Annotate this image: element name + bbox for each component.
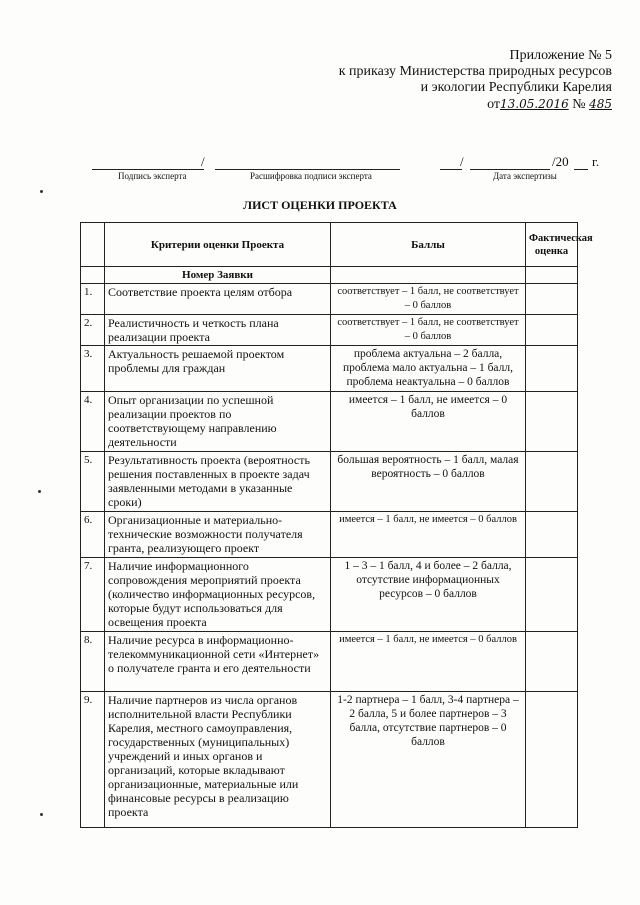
caption-date: Дата экспертизы — [493, 171, 557, 181]
caption-signature: Подпись эксперта — [118, 171, 187, 181]
table-row — [81, 632, 578, 692]
header-actual: Фактическая оценка — [526, 223, 578, 267]
row-criterion: Актуальность решаемой проектом проблемы для граждан — [105, 346, 331, 392]
table-row — [81, 284, 578, 315]
row-number: 9. — [81, 692, 105, 828]
evaluation-table — [80, 222, 593, 828]
row-points: имеется – 1 балл, не имеется – 0 баллов — [331, 632, 526, 692]
table-row — [81, 392, 578, 452]
application-number-label: Номер Заявки — [105, 267, 331, 284]
document-title: ЛИСТ ОЦЕНКИ ПРОЕКТА — [243, 198, 397, 212]
scan-mark — [38, 490, 41, 493]
row-number: 6. — [81, 512, 105, 558]
separator-slash: / — [201, 154, 205, 169]
row-actual-score[interactable] — [526, 632, 578, 692]
row-points: большая вероятность – 1 балл, малая вероятность – 0 баллов — [331, 452, 526, 512]
row-points: 1 – 3 – 1 балл, 4 и более – 2 балла, отсутствие информационных ресурсов – 0 баллов — [331, 558, 526, 632]
signature-block — [0, 155, 640, 195]
application-number-field[interactable] — [526, 267, 578, 284]
row-points: соответствует – 1 балл, не соответствует – 0 баллов — [331, 284, 526, 315]
scan-mark — [40, 190, 43, 193]
row-criterion: Опыт организации по успешной реализации проектов по соответствующему направлению деятельности — [105, 392, 331, 452]
date-slash: / — [460, 154, 464, 169]
row-number: 3. — [81, 346, 105, 392]
row-points: соответствует – 1 балл, не соответствует – 0 баллов — [331, 315, 526, 346]
year-suffix: г. — [592, 154, 600, 169]
row-criterion: Наличие ресурса в информационно-телекоммуникационной сети «Интернет» о получателе гранта и его деятельности — [105, 632, 331, 692]
row-number: 8. — [81, 632, 105, 692]
date-month-line[interactable] — [470, 155, 550, 170]
handwritten-number: 485 — [589, 97, 612, 111]
row-actual-score[interactable] — [526, 315, 578, 346]
table-row — [81, 452, 578, 512]
table-row — [81, 558, 578, 632]
row-points: проблема актуальна – 2 балла, проблема мало актуальна – 1 балл, проблема неактуальна – 0 баллов — [331, 346, 526, 392]
row-points: имеется – 1 балл, не имеется – 0 баллов — [331, 392, 526, 452]
table-header-row — [81, 223, 578, 267]
order-date-line — [339, 96, 612, 113]
table-row — [81, 512, 578, 558]
row-actual-score[interactable] — [526, 692, 578, 828]
row-actual-score[interactable] — [526, 512, 578, 558]
table-row — [81, 346, 578, 392]
row-criterion: Наличие партнеров из числа органов исполнительной власти Республики Карелия, местного самоуправления, государственных (муниципальных) учреждений и иных органов и организаций, которые вкладывают организационные, материальные или финансовые ресурсы в реализацию проекта — [105, 692, 331, 828]
date-prefix: от — [487, 97, 501, 112]
ministry-name: и экологии Республики Карелия — [420, 80, 612, 95]
row-criterion: Реалистичность и четкость плана реализации проекта — [105, 315, 331, 346]
row-actual-score[interactable] — [526, 392, 578, 452]
row-number: 7. — [81, 558, 105, 632]
row-points: имеется – 1 балл, не имеется – 0 баллов — [331, 512, 526, 558]
row-actual-score[interactable] — [526, 452, 578, 512]
header-num — [81, 223, 105, 267]
table-row — [81, 692, 578, 828]
row-criterion: Соответствие проекта целям отбора — [105, 284, 331, 315]
row-number: 4. — [81, 392, 105, 452]
handwritten-date: 13.05.2016 — [500, 97, 569, 111]
appendix-header — [339, 48, 612, 113]
row-number: 5. — [81, 452, 105, 512]
header-criteria: Критерии оценки Проекта — [105, 223, 331, 267]
row-actual-score[interactable] — [526, 346, 578, 392]
date-year: /20 — [552, 154, 569, 169]
header-points: Баллы — [331, 223, 526, 267]
row-criterion: Организационные и материально-технические возможности получателя гранта, реализующего проект — [105, 512, 331, 558]
scan-mark — [40, 813, 43, 816]
row-actual-score[interactable] — [526, 558, 578, 632]
decoding-line[interactable] — [215, 155, 400, 170]
date-year-line[interactable] — [574, 155, 588, 170]
signature-line[interactable] — [92, 155, 204, 170]
application-number-row — [81, 267, 578, 284]
number-prefix: № — [572, 97, 586, 112]
subheader-empty-num — [81, 267, 105, 284]
row-actual-score[interactable] — [526, 284, 578, 315]
row-points: 1-2 партнера – 1 балл, 3-4 партнера – 2 балла, 5 и более партнеров – 3 балла, отсутствие партнеров – 0 баллов — [331, 692, 526, 828]
subheader-empty-points — [331, 267, 526, 284]
row-criterion: Результативность проекта (вероятность решения поставленных в проекте задач заявленными методами в указанные сроки) — [105, 452, 331, 512]
order-reference: к приказу Министерства природных ресурсов — [338, 64, 612, 79]
date-day-line[interactable] — [440, 155, 462, 170]
table-row — [81, 315, 578, 346]
row-number: 2. — [81, 315, 105, 346]
row-criterion: Наличие информационного сопровождения мероприятий проекта (количество информационных ресурсов, которые будут использоваться для освещения проекта — [105, 558, 331, 632]
caption-decoding: Расшифровка подписи эксперта — [250, 171, 372, 181]
row-number: 1. — [81, 284, 105, 315]
appendix-number: Приложение № 5 — [509, 48, 612, 63]
